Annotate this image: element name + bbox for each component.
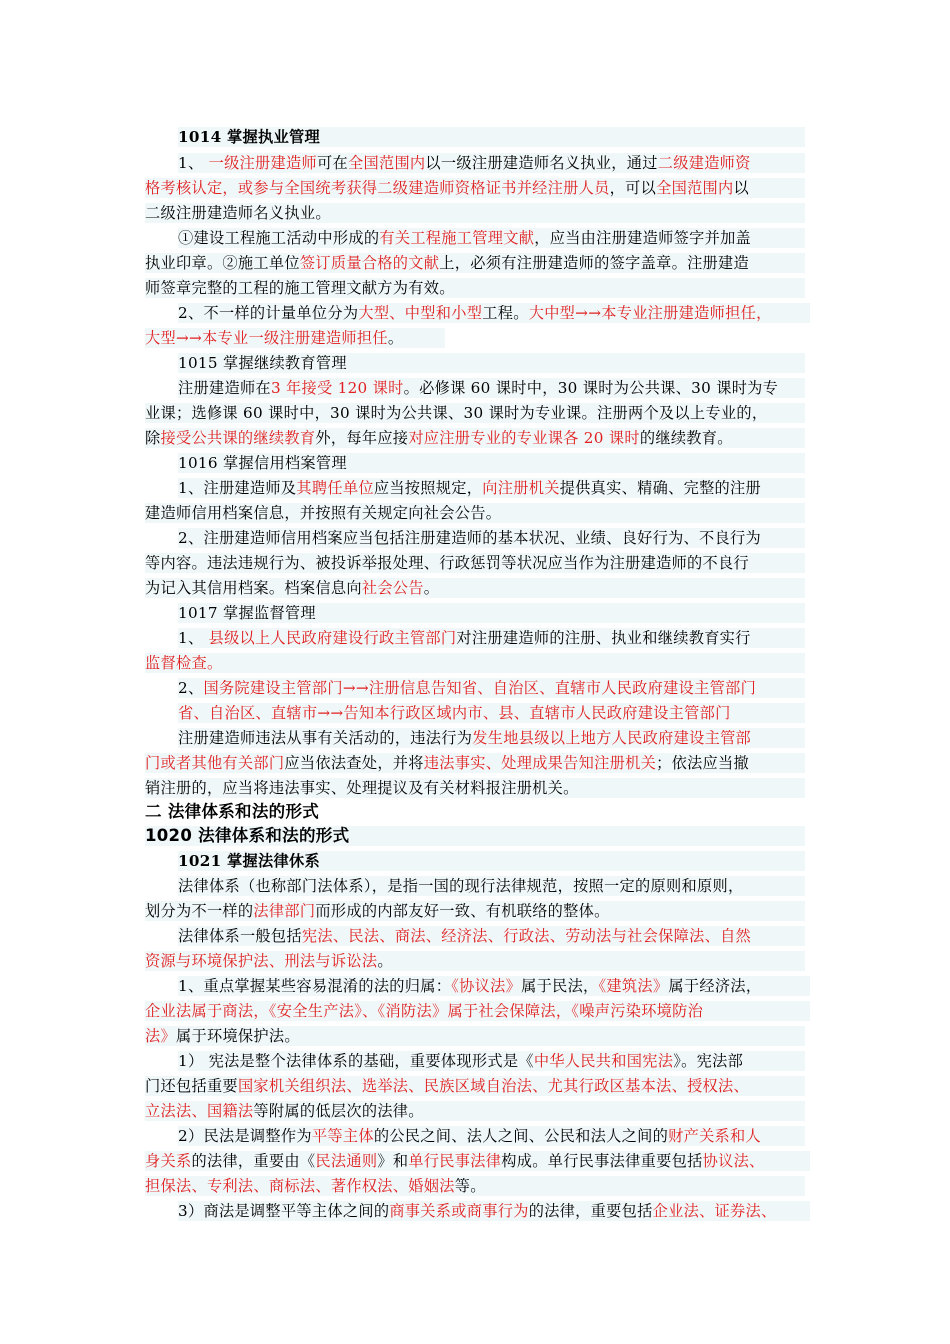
highlighted-text: 签订质量合格的文献 [299,254,440,272]
text-segment: 应当按照规定， [373,479,483,497]
text-segment: 。必修课 60 课时中，30 课时为公共课、30 课时为专 [403,379,779,397]
text-segment: 1、 [178,154,209,172]
text-segment: 1、重点掌握某些容易混淆的法的归属： [178,977,452,995]
highlighted-text: 大中型→→本专业注册建造师担任， [528,304,772,322]
text-segment: 》和 [377,1152,409,1170]
highlighted-text: 一级注册建造师 [208,154,317,172]
text-line [178,353,805,373]
text-segment: 的公民之间、法人之间、公民和法人之间的 [373,1127,669,1145]
highlighted-text: 国家机关组织法、选举法、民族区域自治法、尤其行政区基本法、授权法、 [237,1077,750,1095]
text-line [145,951,805,971]
text-line [178,678,805,698]
text-segment: 应当依法查处，并将 [284,754,424,772]
highlighted-text: 全国范围内 [347,154,426,172]
highlighted-text: 《协议法》 [451,977,522,995]
text-line [178,1126,805,1146]
text-line [145,328,445,348]
text-segment: 注册建造师在 [178,379,271,397]
highlighted-text: 大型→→本专业一级注册建造师担任 [145,329,388,347]
text-line [145,1026,805,1046]
text-segment: 1、 [178,629,209,647]
text-line [178,628,805,648]
text-line [178,378,805,398]
highlighted-text: 宪法、民法、商法、经济法、行政法、劳动法与社会保障法、自然 [301,927,752,945]
text-line [178,1051,805,1071]
text-segment: 等附属的低层次的法律。 [253,1102,424,1120]
highlighted-text: 门或者其他有关部门 [145,754,285,772]
text-line [145,553,805,573]
text-segment: 构成。单行民事法律重要包括 [501,1152,703,1170]
highlighted-text: 属于社会保障法， [447,1002,572,1020]
highlighted-text: 平等主体 [311,1127,374,1145]
text-segment: 销注册的，应当将违法事实、处理提议及有关材料报注册机关。 [145,779,579,797]
text-line [145,802,365,822]
highlighted-text: 商事关系或商事行为 [389,1202,529,1220]
text-line [178,851,805,871]
text-line [178,303,810,323]
text-segment: 1017 掌握监督管理 [178,604,316,622]
text-line [178,528,805,548]
text-segment: 建造师信用档案信息，并按照有关规定向社会公告。 [145,504,502,522]
text-segment: 执业印章。②施工单位 [145,254,300,272]
highlighted-text: 县级以上人民政府建设行政主管部门 [208,629,457,647]
highlighted-text: 违法事实、处理成果告知注册机关 [423,754,657,772]
text-segment: 除 [145,429,161,447]
text-segment: 的法律，重要由《 [191,1152,316,1170]
text-segment: 以 [733,179,750,197]
text-segment: 法律体系（也称部门法体系），是指一国的现行法律规范，按照一定的原则和原则， [178,877,744,895]
text-segment: 门还包括重要 [145,1077,238,1095]
text-line [178,478,805,498]
highlighted-text: 发生地县级以上地方人民政府建设主管部 [472,729,752,747]
text-line [178,876,805,896]
text-line [178,976,810,996]
text-segment: 划分为不一样的 [145,902,254,920]
highlighted-text: 单行民事法律 [408,1152,502,1170]
text-line [145,901,805,921]
highlighted-text: 中华人民共和国宪法 [533,1052,674,1070]
text-segment: 等内容。违法违规行为、被投诉举报处理、行政惩罚等状况应当作为注册建造师的不良行 [145,554,750,572]
text-line [145,253,805,273]
text-segment: 1、注册建造师及 [178,479,297,497]
highlighted-text: 《建筑法》 [598,977,669,995]
text-line [178,127,805,147]
text-line [145,503,805,523]
highlighted-text: 接受公共课的继续教育 [160,429,316,447]
text-line [178,228,805,248]
text-segment: 1020 法律体系和法的形式 [145,826,350,845]
text-segment: 等。 [454,1177,486,1195]
text-line [145,403,805,423]
text-segment: 工程。 [482,304,529,322]
highlighted-text: 国务院建设主管部门→→注册信息告知省、自治区、直辖市人民政府建设主管部门 [203,679,757,697]
highlighted-text: 3 年接受 120 课时 [270,379,404,397]
text-line [178,1201,810,1221]
text-segment: 业课；选修课 60 课时中，30 课时为公共课、30 课时为专业课。注册两个及以上专业的， [145,404,768,422]
text-segment: 提供真实、精确、完整的注册 [559,479,762,497]
text-segment: 2）民法是调整作为 [178,1127,312,1145]
text-line [145,428,805,448]
highlighted-text: 有关工程施工管理文献 [379,229,535,247]
text-segment: 。 [377,952,393,970]
text-line [145,778,805,798]
text-segment: 以一级注册建造师名义执业，通过 [425,154,658,172]
text-segment: ；依法应当撤 [656,754,750,772]
text-segment: 而形成的内部友好一致、有机联络的整体。 [315,902,610,920]
text-segment: 。 [387,329,404,347]
highlighted-text: 资源与环境保护法、刑法与诉讼法 [145,952,378,970]
text-segment: 属于环境保护法。 [175,1027,300,1045]
text-segment: 可在 [317,154,348,172]
highlighted-text: 监督检查。 [145,654,223,672]
highlighted-text: 格考核认定，或参与全国统考获得二级建造师资格证书并经注册人员 [145,179,610,197]
text-line [145,826,805,846]
highlighted-text: 《噪声污染环境防治 [571,1002,704,1020]
highlighted-text: 民法通则 [315,1152,378,1170]
text-line [145,1076,805,1096]
highlighted-text: 法律部门 [253,902,316,920]
text-line [145,578,805,598]
text-line [145,653,805,673]
text-segment: 。 [423,579,440,597]
text-segment: 3）商法是调整平等主体之间的 [178,1202,390,1220]
text-segment: 为记入其信用档案。档案信息向 [145,579,362,597]
text-segment: 1016 掌握信用档案管理 [178,454,347,472]
text-line [178,728,805,748]
text-segment: ①建设工程施工活动中形成的 [178,229,380,247]
highlighted-text: 法》 [145,1027,176,1045]
text-segment: 1015 掌握继续教育管理 [178,354,347,372]
text-segment: 法律体系一般包括 [178,927,302,945]
highlighted-text: 省、自治区、直辖市→→告知本行政区域内市、县、直辖市人民政府建设主管部门 [178,704,731,722]
highlighted-text: 担保法、专利法、商标法、著作权法、婚姻法 [145,1177,455,1195]
highlighted-text: 向注册机关 [482,479,560,497]
highlighted-text: 身关系 [145,1152,192,1170]
text-line [145,178,805,198]
text-segment: 师签章完整的工程的施工管理文献方为有效。 [145,279,455,297]
text-segment: 2、 [178,679,204,697]
text-segment: 的法律，重要包括 [528,1202,653,1220]
text-segment: 外，每年应接 [315,429,409,447]
text-line [178,603,805,623]
highlighted-text: 社会公告 [361,579,424,597]
highlighted-text: 企业法属于商法， [145,1002,269,1020]
text-segment: 1021 掌握法律休系 [178,852,320,870]
text-segment: 二 法律体系和法的形式 [145,802,320,821]
text-segment: 二级注册建造师名义执业。 [145,204,331,222]
text-segment: 2、不一样的计量单位分为 [178,304,359,322]
text-line [178,703,805,723]
highlighted-text: 全国范围内 [656,179,734,197]
highlighted-text: 财产关系和人 [668,1127,762,1145]
text-segment: 上，必须有注册建造师的签字盖章。注册建造 [439,254,750,272]
text-line [145,1101,805,1121]
text-segment: 的继续教育。 [639,429,733,447]
text-segment: ，应当由注册建造师签字并加盖 [534,229,752,247]
text-line [145,1151,810,1171]
highlighted-text: 对应注册专业的专业课各 20 课时 [408,429,640,447]
text-line [178,926,805,946]
highlighted-text: 立法法、国籍法 [145,1102,254,1120]
text-line [145,278,805,298]
text-line [178,153,805,173]
text-line [145,753,805,773]
highlighted-text: 其聘任单位 [296,479,374,497]
text-line [178,453,805,473]
text-segment: 属于经济法， [668,977,762,995]
text-segment: 注册建造师违法从事有关活动的，违法行为 [178,729,473,747]
text-segment: 2、注册建造师信用档案应当包括注册建造师的基本状况、业绩、良好行为、不良行为 [178,529,761,547]
text-line [145,1001,810,1021]
highlighted-text: 协议法、 [702,1152,765,1170]
highlighted-text: 《安全生产法》、《消防法》 [268,1002,448,1020]
text-segment: 属于民法， [521,977,599,995]
highlighted-text: 企业法、证券法、 [652,1202,777,1220]
text-segment: ，可以 [609,179,657,197]
text-line [145,1176,805,1196]
text-segment: 1014 掌握执业管理 [178,128,320,146]
highlighted-text: 大型、中型和小型 [358,304,483,322]
highlighted-text: 二级建造师资 [657,154,751,172]
text-line [145,203,805,223]
text-segment: 对注册建造师的注册、执业和继续教育实行 [456,629,751,647]
text-segment: 》。宪法部 [673,1052,744,1070]
text-segment: 1） 宪法是整个法律体系的基础，重要体现形式是《 [178,1052,534,1070]
